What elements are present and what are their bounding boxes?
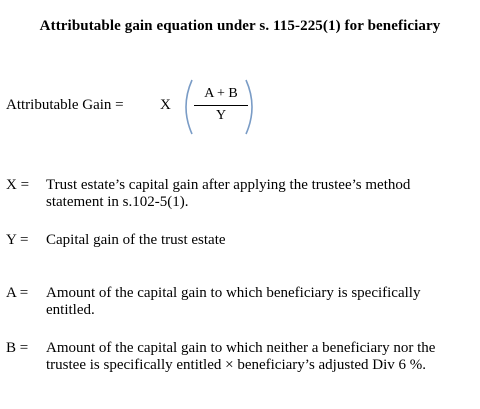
definition-y-symbol: Y = bbox=[6, 232, 29, 248]
definition-y-text bbox=[46, 232, 476, 249]
definition-x-line2: statement in s.102-5(1). bbox=[46, 194, 189, 210]
definition-b-text bbox=[46, 340, 476, 374]
definition-a-symbol: A = bbox=[6, 285, 29, 301]
fraction-numerator: A + B bbox=[204, 86, 238, 101]
left-parenthesis bbox=[186, 80, 192, 134]
fraction-bar bbox=[194, 105, 248, 106]
equation-label: Attributable Gain = bbox=[6, 97, 124, 113]
definition-a-line2: entitled. bbox=[46, 302, 95, 318]
definition-a-line1: Amount of the capital gain to which beneficiary is specifically bbox=[46, 285, 421, 301]
definition-b-line2: trustee is specifically entitled × beneficiary’s adjusted Div 6 %. bbox=[46, 357, 427, 373]
definition-x-text bbox=[46, 177, 476, 211]
definition-b-symbol: B = bbox=[6, 340, 29, 356]
fraction-denominator: Y bbox=[215, 108, 227, 123]
definition-x-line1: Trust estate’s capital gain after applying the trustee’s method bbox=[46, 177, 411, 193]
document-title: Attributable gain equation under s. 115-225(1) for beneficiary bbox=[39, 18, 441, 34]
definition-y-line1: Capital gain of the trust estate bbox=[46, 232, 226, 248]
definition-x-symbol: X = bbox=[6, 177, 30, 193]
definition-b-line1: Amount of the capital gain to which neither a beneficiary nor the bbox=[46, 340, 436, 356]
definition-a-text bbox=[46, 285, 476, 319]
equation-multiplier: X bbox=[160, 97, 171, 113]
